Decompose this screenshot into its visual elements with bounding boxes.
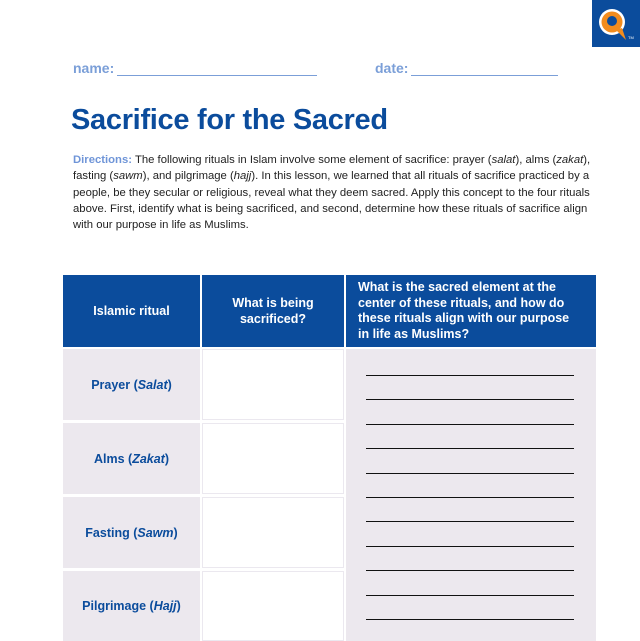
name-field [73, 60, 317, 76]
ritual-label: Pilgrimage ( [82, 599, 154, 613]
ritual-alms [63, 423, 200, 494]
term-salat: salat [491, 154, 516, 166]
ritual-paren: ) [167, 377, 172, 392]
svg-text:TM: TM [628, 35, 634, 40]
ritual-prayer [63, 349, 200, 420]
ritual-term: Zakat [132, 451, 165, 466]
name-input-line[interactable] [117, 61, 317, 76]
writing-line[interactable] [366, 595, 574, 596]
directions-label: Directions: [73, 154, 133, 166]
ritual-paren: ) [173, 525, 178, 540]
header-islamic-ritual: Islamic ritual [63, 275, 200, 347]
writing-line[interactable] [366, 424, 574, 425]
ritual-pilgrimage [63, 571, 200, 641]
writing-line[interactable] [366, 399, 574, 400]
ritual-paren: ) [164, 451, 170, 466]
writing-line[interactable] [366, 570, 574, 571]
date-label: date: [375, 60, 409, 76]
header-fields [73, 60, 573, 80]
writing-line[interactable] [366, 546, 574, 547]
name-label: name: [73, 60, 115, 76]
writing-area[interactable] [346, 349, 596, 641]
ritual-term: Sawm [137, 525, 174, 540]
writing-line[interactable] [366, 375, 574, 376]
date-field [375, 60, 558, 76]
answer-box-fasting[interactable] [202, 497, 344, 568]
answer-box-pilgrimage[interactable] [202, 571, 344, 641]
directions-text: ), and pilgrimage ( [142, 170, 234, 183]
writing-line[interactable] [366, 473, 574, 474]
ritual-paren: ) [176, 599, 181, 613]
answer-box-alms[interactable] [202, 423, 344, 494]
ritual-term: Salat [137, 377, 168, 392]
directions-text: ), fasting ( [73, 154, 591, 183]
term-sawm: sawm [113, 170, 143, 183]
q-speech-bubble-logo-icon [592, 0, 640, 47]
writing-line[interactable] [366, 521, 574, 522]
directions-text: ), alms ( [515, 154, 557, 166]
page-title: Sacrifice for the Sacred [71, 104, 388, 136]
logo [592, 0, 640, 47]
ritual-fasting [63, 497, 200, 568]
ritual-label: Prayer ( [91, 377, 138, 392]
ritual-term: Hajj [153, 599, 177, 613]
header-sacred-element: What is the sacred element at the center of these rituals, and how do these rituals align with our purpose in life as Muslims? [346, 275, 596, 347]
directions-text: The following rituals in Islam involve some element of sacrifice: prayer ( [132, 154, 492, 166]
directions-text: ). In this lesson, we learned that all rituals of sacrifice practiced by a people, be they secular or religious, reveal what they deem sacred. Apply this concept to the four rituals above. First, identify what is being sacrificed, and second, determine how these rituals of sacrifice align with our purpose in life as Muslims. [73, 170, 590, 232]
writing-line[interactable] [366, 448, 574, 449]
answer-box-prayer[interactable] [202, 349, 344, 420]
ritual-label: Fasting ( [85, 525, 138, 540]
directions [73, 152, 593, 233]
term-zakat: zakat [556, 154, 584, 166]
ritual-label: Alms ( [93, 451, 133, 466]
writing-line[interactable] [366, 497, 574, 498]
term-hajj: hajj [233, 170, 252, 183]
date-input-line[interactable] [411, 61, 558, 76]
header-what-sacrificed: What is being sacrificed? [202, 275, 344, 347]
writing-line[interactable] [366, 619, 574, 620]
